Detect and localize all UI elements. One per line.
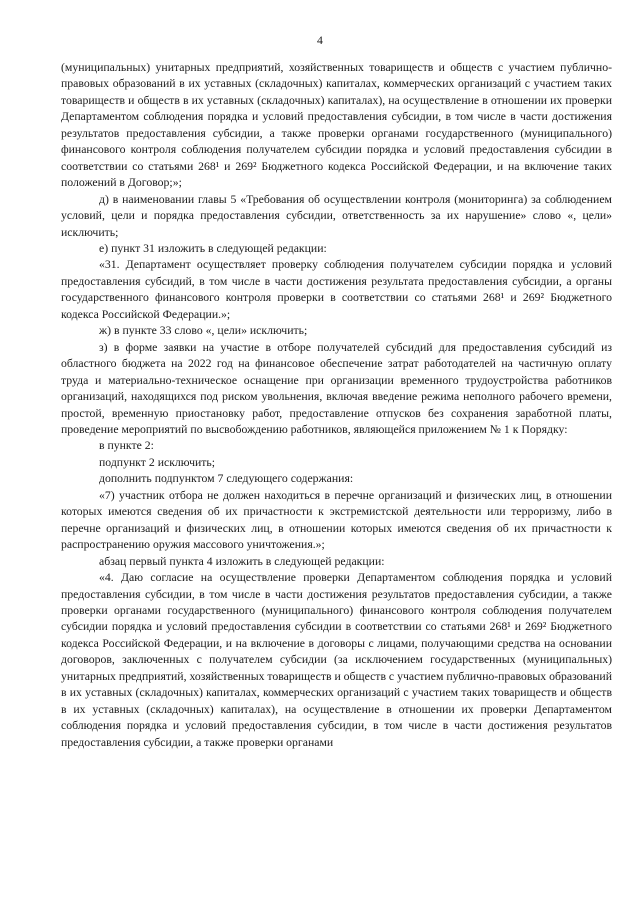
paragraph-item-d: д) в наименовании главы 5 «Требования об осуществлении контроля (мониторинга) за соблюдением условий, цели и порядка предоставления субсидии, ответственность за их нарушение» слово «, цели» исключить; bbox=[61, 192, 612, 239]
paragraph-continuation: (муниципальных) унитарных предприятий, хозяйственных товариществ и обществ с участием публично-правовых образований в их уставных (складочных) капиталах, коммерческих организаций с участием таких товариществ и обществ в их уставных (складочных) капиталах), на осуществление в отношении их проверки Департаментом соблюдения порядка и условий предоставления субсидии, в том числе в части достижения результатов предоставления субсидии, а также проверки органами государственного (муниципального) финансового контроля соблюдения получателем субсидии порядка и условий предоставления субсидии в соответствии со статьями 268¹ и 269² Бюджетного кодекса Российской Федерации, и на включение таких положений в Договор;»; bbox=[61, 61, 612, 190]
document-body bbox=[61, 60, 612, 751]
paragraph-add-subpoint-7: дополнить подпунктом 7 следующего содержания: bbox=[99, 472, 354, 486]
paragraph-point-4-text: «4. Даю согласие на осуществление проверки Департаментом соблюдения порядка и условий предоставления субсидии, в том числе в части достижения результатов предоставления субсидии, а также проверки органами государственного (муниципального) финансового контроля соблюдения получателем субсидии порядка и условий предоставления субсидии в соответствии со статьями 268¹ и 269² Бюджетного кодекса Российской Федерации, и на включение в договоры с лицами, получающими средства на основании договоров, заключенных с получателем субсидии (за исключением государственных (муниципальных) унитарных предприятий, хозяйственных товариществ и обществ с участием публично-правовых образований в их уставных (складочных) капиталах, коммерческих организаций с участием таких товариществ и обществ в их уставных (складочных) капиталах), на осуществление в отношении их проверки Департаментом соблюдения порядка и условий предоставления субсидии, в том числе в части достижения результатов предоставления субсидии, а также проверки органами bbox=[61, 571, 612, 749]
paragraph-point-4-intro: абзац первый пункта 4 изложить в следующей редакции: bbox=[99, 554, 385, 568]
paragraph-clause-31: «31. Департамент осуществляет проверку соблюдения получателем субсидии порядка и условий предоставления субсидий, в том числе в части достижения результата предоставления субсидии, а органы государственного финансового контроля проверки в соответствии со статьями 268¹ и 269² Бюджетного кодекса Российской Федерации.»; bbox=[61, 258, 612, 321]
paragraph-subpoint-2: подпункт 2 исключить; bbox=[99, 455, 216, 469]
page-number: 4 bbox=[317, 33, 323, 47]
paragraph-point-2: в пункте 2: bbox=[99, 439, 154, 453]
paragraph-item-z: з) в форме заявки на участие в отборе получателей субсидий для предоставления субсидий из областного бюджета на 2022 год на финансовое обеспечение затрат работодателей на частичную оплату труда и материально-техническое оснащение при организации временного трудоустройства работников организаций, находящихся под риском увольнения, включая введение режима неполного рабочего времени, простой, временную приостановку работ, предоставление отпусков без сохранения заработной платы, проведение мероприятий по высвобождению работников, являющейся приложением № 1 к Порядку: bbox=[61, 340, 612, 436]
paragraph-subpoint-7-text: «7) участник отбора не должен находиться в перечне организаций и физических лиц, в отношении которых имеются сведения об их причастности к экстремистской деятельности или терроризму, либо в перечне организаций и физических лиц, в отношении которых имеются сведения об их причастности к распространению оружия массового уничтожения.»; bbox=[61, 488, 612, 552]
paragraph-item-e: е) пункт 31 изложить в следующей редакции: bbox=[99, 241, 327, 255]
paragraph-item-zh: ж) в пункте 33 слово «, цели» исключить; bbox=[99, 324, 308, 338]
